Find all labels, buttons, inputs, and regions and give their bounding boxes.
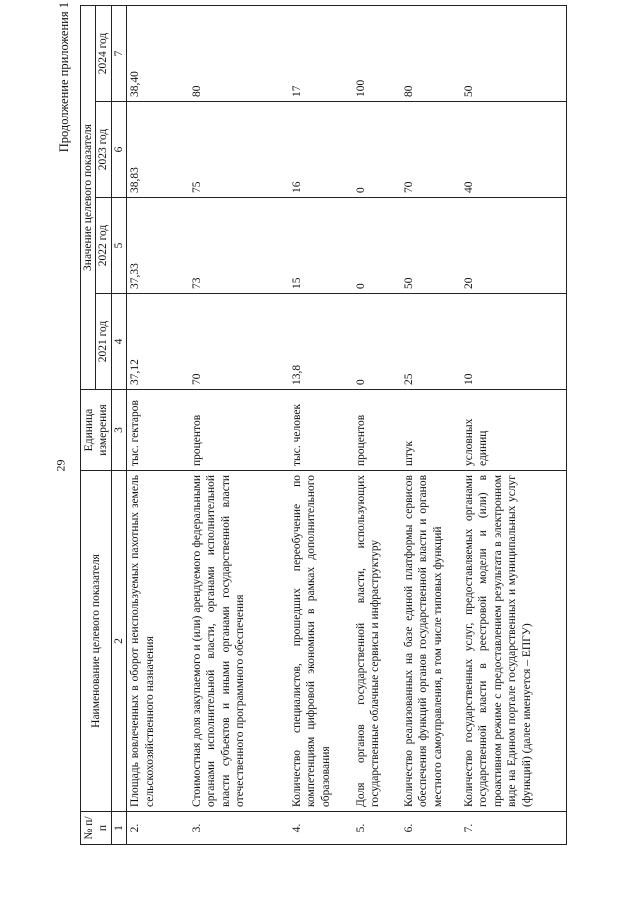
value-2021: 10 [461, 294, 567, 390]
col-index-4: 4 [111, 294, 126, 390]
header-value-group: Значение целевого показателя [81, 6, 96, 390]
indicator-name: Количество реализованных на базе единой платформы сервисов обеспечения функций органов государственной власти и органов местного самоуправления, в том числе типовых функций [401, 471, 461, 812]
indicator-name: Количество государственных услуг, предоставляемых органами государственной власти в реестровой модели и (или) в проактивном режиме с предоставлением результата в электронном виде на Едином портале государственных и муниципальных услуг (функций) (далее именуется – ЕПГУ) [461, 471, 567, 812]
table-row [189, 6, 289, 845]
header-year-2021: 2021 год [96, 294, 111, 390]
table-caption: Продолжение приложения 1 [57, 2, 71, 153]
unit-of-measure: тыс. гектаров [127, 390, 189, 471]
header-year-2023: 2023 год [96, 102, 111, 198]
header-year-2024: 2024 год [96, 6, 111, 102]
row-number: 5. [353, 812, 401, 845]
row-number: 7. [461, 812, 567, 845]
table-row [353, 6, 401, 845]
value-2021: 0 [353, 294, 401, 390]
value-2023: 75 [189, 102, 289, 198]
value-2021: 37,12 [127, 294, 189, 390]
table-row [289, 6, 353, 845]
indicator-name: Доля органов государственной власти, использующих государственные облачные сервисы и инфраструктуру [353, 471, 401, 812]
unit-of-measure: процентов [353, 390, 401, 471]
row-number: 4. [289, 812, 353, 845]
value-2024: 80 [401, 6, 461, 102]
value-2024: 17 [289, 6, 353, 102]
value-2023: 70 [401, 102, 461, 198]
indicator-name: Стоимостная доля закупаемого и (или) арендуемого федеральными органами исполнительной власти, органами исполнительной власти субъектов и иными органами государственной власти отечественного программного обеспечения [189, 471, 289, 812]
unit-of-measure: штук [401, 390, 461, 471]
value-2022: 15 [289, 198, 353, 294]
indicators-table [80, 5, 567, 845]
col-index-5: 5 [111, 198, 126, 294]
value-2021: 70 [189, 294, 289, 390]
value-2022: 37,33 [127, 198, 189, 294]
row-number: 6. [401, 812, 461, 845]
col-index-1: 1 [111, 812, 126, 845]
value-2023: 38,83 [127, 102, 189, 198]
value-2022: 20 [461, 198, 567, 294]
header-name: Наименование целевого показателя [81, 471, 112, 812]
value-2023: 16 [289, 102, 353, 198]
table-row [127, 6, 189, 845]
col-index-6: 6 [111, 102, 126, 198]
col-index-2: 2 [111, 471, 126, 812]
value-2022: 50 [401, 198, 461, 294]
value-2021: 25 [401, 294, 461, 390]
value-2023: 0 [353, 102, 401, 198]
indicator-name: Количество специалистов, прошедших переобучение по компетенциям цифровой экономики в рамках дополнительного образования [289, 471, 353, 812]
row-number: 2. [127, 812, 189, 845]
value-2024: 80 [189, 6, 289, 102]
header-year-2022: 2022 год [96, 198, 111, 294]
unit-of-measure: процентов [189, 390, 289, 471]
unit-of-measure: условных единиц [461, 390, 567, 471]
unit-of-measure: тыс. человек [289, 390, 353, 471]
header-num: № п/п [81, 812, 112, 845]
value-2023: 40 [461, 102, 567, 198]
col-index-7: 7 [111, 6, 126, 102]
table-row [401, 6, 461, 845]
header-unit: Единица измерения [81, 390, 112, 471]
value-2024: 100 [353, 6, 401, 102]
table-row [461, 6, 567, 845]
value-2022: 0 [353, 198, 401, 294]
value-2021: 13,8 [289, 294, 353, 390]
indicator-name: Площадь вовлеченных в оборот неиспользуемых пахотных земель сельскохозяйственного назначения [127, 471, 189, 812]
row-number: 3. [189, 812, 289, 845]
value-2022: 73 [189, 198, 289, 294]
page-number: 29 [53, 459, 68, 472]
value-2024: 50 [461, 6, 567, 102]
value-2024: 38,40 [127, 6, 189, 102]
col-index-3: 3 [111, 390, 126, 471]
